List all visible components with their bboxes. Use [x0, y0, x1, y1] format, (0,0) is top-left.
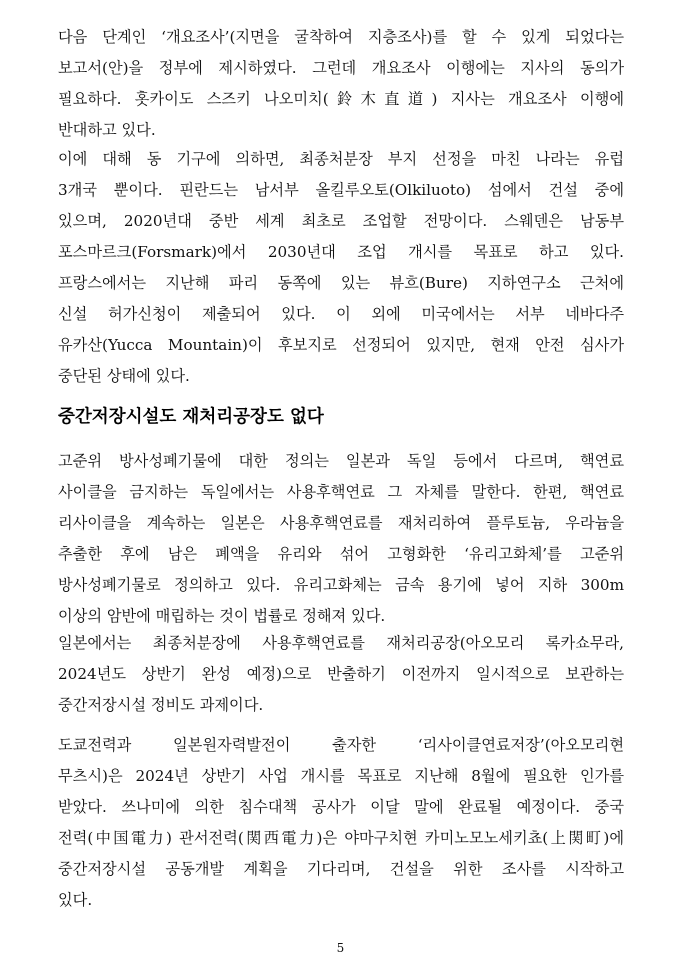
text-line: 이에 대해 동 기구에 의하면, 최종처분장 부지 선정을 마친 나라는 유럽 — [58, 150, 624, 168]
text-line: 다음 단계인 ‘개요조사’(지면을 굴착하여 지층조사)를 할 수 있게 되었다는 — [58, 28, 624, 46]
text-line: 보고서(안)을 정부에 제시하였다. 그런데 개요조사 이행에는 지사의 동의가 — [58, 59, 624, 77]
text-line: 중단된 상태에 있다. — [58, 367, 190, 385]
text-line: 중간저장시설 공동개발 계획을 기다리며, 건설을 위한 조사를 시작하고 — [58, 860, 624, 878]
text-line: 프랑스에서는 지난해 파리 동쪽에 있는 뷰흐(Bure) 지하연구소 근처에 — [58, 274, 624, 292]
paragraph-recycle-fuel-storage — [58, 730, 624, 916]
paragraph-approval-stage — [58, 22, 624, 146]
text-line: 추출한 후에 남은 폐액을 유리와 섞어 고형화한 ‘유리고화체’를 고준위 — [58, 545, 624, 563]
text-line: 무츠시)은 2024년 상반기 사업 개시를 목표로 지난해 8월에 필요한 인가를 — [58, 767, 624, 785]
text-line: 고준위 방사성폐기물에 대한 정의는 일본과 독일 등에서 다르며, 핵연료 — [58, 452, 624, 470]
text-line: 있다. — [58, 891, 93, 909]
text-line: 이상의 암반에 매립하는 것이 법률로 정해져 있다. — [58, 607, 386, 625]
text-line: 3개국 뿐이다. 핀란드는 남서부 올킬루오토(Olkiluoto) 섬에서 건설 중에 — [58, 181, 624, 199]
text-line: 도쿄전력과 일본원자력발전이 출자한 ‘리사이클연료저장’(아오모리현 — [58, 736, 624, 754]
paragraph-interim-storage — [58, 628, 624, 721]
text-line: 2024년도 상반기 완성 예정)으로 반출하기 이전까지 일시적으로 보관하는 — [58, 665, 624, 683]
text-line: 방사성폐기물로 정의하고 있다. 유리고화체는 금속 용기에 넣어 지하 300m — [58, 576, 624, 594]
text-line: 일본에서는 최종처분장에 사용후핵연료를 재처리공장(아오모리 록카쇼무라, — [58, 634, 624, 652]
text-line: 사이클을 금지하는 독일에서는 사용후핵연료 그 자체를 말한다. 한편, 핵연료 — [58, 483, 624, 501]
text-line: 리사이클을 계속하는 일본은 사용후핵연료를 재처리하여 플루토늄, 우라늄을 — [58, 514, 624, 532]
text-line: 중간저장시설 정비도 과제이다. — [58, 696, 264, 714]
text-line: 받았다. 쓰나미에 의한 침수대책 공사가 이달 말에 완료될 예정이다. 중국 — [58, 798, 624, 816]
page-number: 5 — [336, 941, 345, 955]
paragraph-disposal-sites — [58, 144, 624, 392]
text-line: 전력(中国電力) 관서전력(関西電力)은 야마구치현 카미노모노세키쵸(上関町)에 — [58, 829, 624, 847]
text-line: 유카산(Yucca Mountain)이 후보지로 선정되어 있지만, 현재 안전 심사가 — [58, 336, 624, 354]
section-heading: 중간저장시설도 재처리공장도 없다 — [58, 407, 324, 427]
text-line: 신설 허가신청이 제출되어 있다. 이 외에 미국에서는 서부 네바다주 — [58, 305, 624, 323]
text-line: 있으며, 2020년대 중반 세계 최초로 조업할 전망이다. 스웨덴은 남동부 — [58, 212, 624, 230]
text-line: 반대하고 있다. — [58, 121, 156, 139]
text-line: 필요하다. 홋카이도 스즈키 나오미치(鈴木直道) 지사는 개요조사 이행에 — [58, 90, 624, 108]
text-line: 포스마르크(Forsmark)에서 2030년대 조업 개시를 목표로 하고 있다. — [58, 243, 624, 261]
paragraph-waste-definition — [58, 446, 624, 632]
